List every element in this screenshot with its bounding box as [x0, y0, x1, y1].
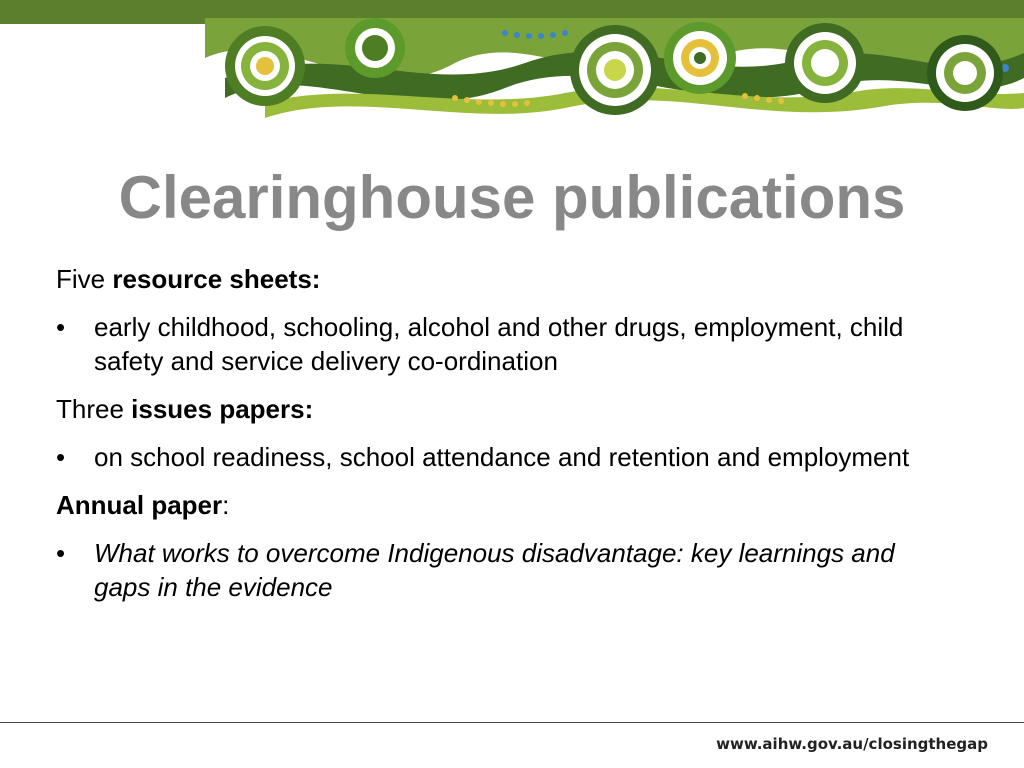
bullet-text: early childhood, schooling, alcohol and other drugs, employment, child safety and service delivery co-ordination: [94, 312, 904, 376]
resource-sheets-bullet: [56, 310, 956, 378]
heading-bold: Annual paper: [56, 490, 223, 520]
issues-papers-heading: [56, 392, 956, 426]
annual-paper-bullet: [56, 536, 956, 604]
resource-sheets-heading: [56, 262, 956, 296]
bullet-text: What works to overcome Indigenous disadvantage: key learnings and gaps in the evidence: [94, 538, 895, 602]
footer-divider: [0, 722, 1024, 723]
annual-paper-heading: [56, 488, 956, 522]
heading-prefix: Five: [56, 264, 113, 294]
heading-bold: issues papers:: [131, 394, 314, 424]
footer-url: www.aihw.gov.au/closingthegap: [716, 735, 988, 753]
slide-body: [56, 262, 956, 618]
slide-title: Clearinghouse publications: [118, 164, 906, 231]
bullet-icon: •: [56, 312, 66, 342]
bullet-icon: •: [56, 442, 66, 472]
heading-prefix: Three: [56, 394, 132, 424]
heading-suffix: :: [222, 490, 230, 520]
bullet-icon: •: [56, 538, 66, 568]
indigenous-art-banner: [205, 18, 1024, 128]
issues-papers-bullet: [56, 440, 956, 474]
heading-bold: resource sheets:: [112, 264, 321, 294]
bullet-text: on school readiness, school attendance and retention and employment: [94, 442, 910, 472]
